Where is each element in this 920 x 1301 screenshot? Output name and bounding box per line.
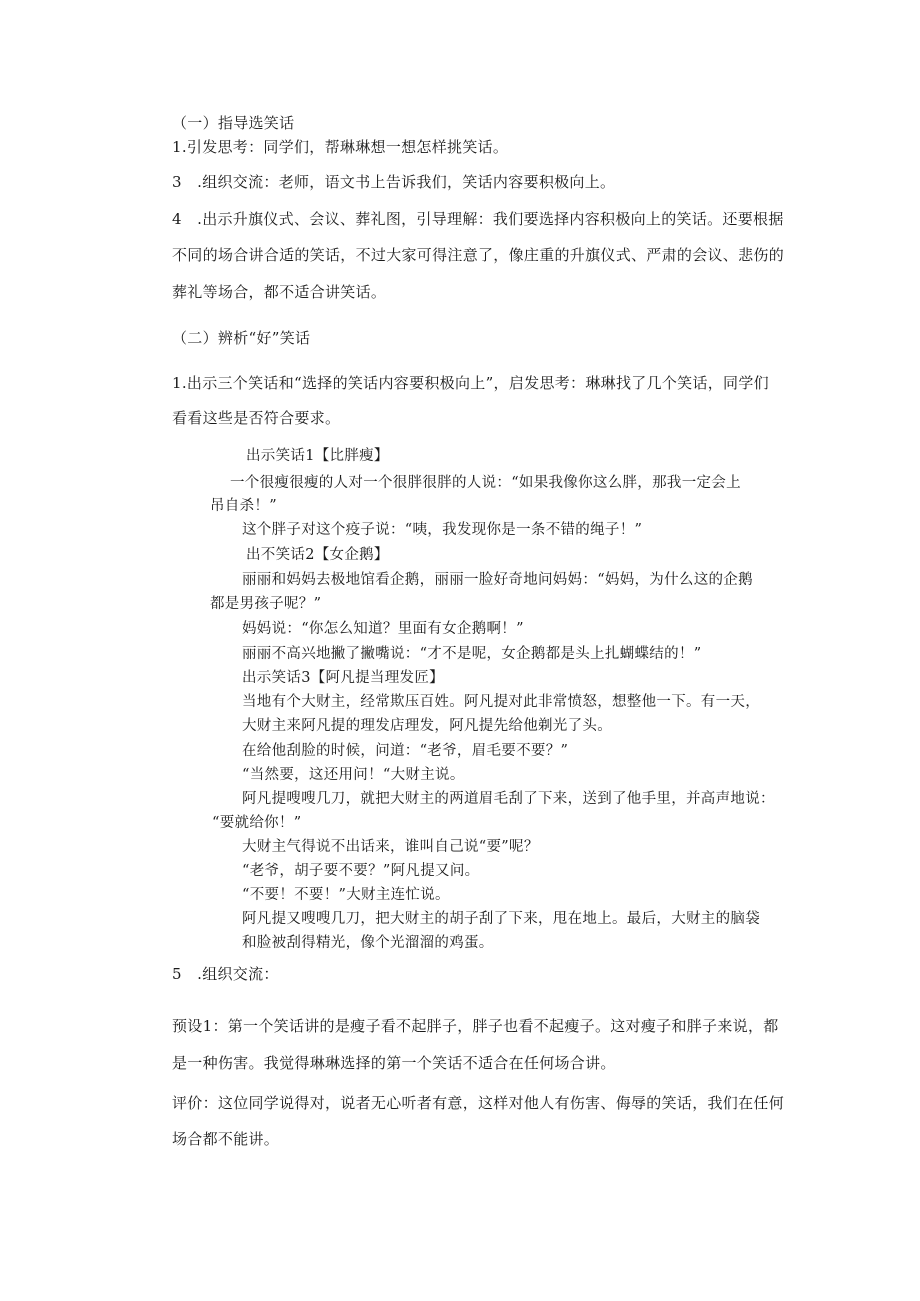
joke2-line1: 丽丽和妈妈去极地馆看企鹅，丽丽一脸好奇地问妈妈：“妈妈，为什么这的企鹅 (242, 572, 753, 588)
evaluation-line1: 评价：这位同学说得对，说者无心听者有意，这样对他人有伤害、侮辱的笑话，我们在任何 (172, 1094, 785, 1112)
joke3-line3: 在给他刮脸的时候，问道：“老爷，眉毛要不要？” (242, 743, 569, 759)
preset1-line2: 是一种伤害。我觉得琳琳选择的第一个笑话不适合在任何场合讲。 (172, 1054, 616, 1072)
section2-item1-line1: 1.出示三个笑话和“选择的笑话内容要积极向上”，启发思考：琳琳找了几个笑话，同学们 (172, 374, 769, 392)
section1-item3: 3 .组织交流：老师，语文书上告诉我们，笑话内容要积极向上。 (172, 173, 616, 191)
joke3-line10: 阿凡提又嗖嗖几刀，把大财主的胡子刮了下来，甩在地上。最后，大财主的脑袋 (242, 911, 760, 927)
preset1-line1: 预设1：第一个笑话讲的是瘦子看不起胖子，胖子也看不起瘦子。这对瘦子和胖子来说，都 (172, 1017, 779, 1035)
joke1-line3: 这个胖子对这个疫子说：“咦，我发现你是一条不错的绳子！” (242, 522, 643, 538)
joke3-line1: 当地有个大财主，经常欺压百姓。阿凡提对此非常愤怒，想整他一下。有一天， (242, 694, 760, 710)
joke3-line2: 大财主来阿凡提的理发店理发，阿凡提先给他剃光了头。 (242, 718, 612, 734)
joke3-line7: 大财主气得说不出话来，谁叫自己说“要”呢？ (242, 839, 539, 855)
joke3-line6: “要就给你！” (212, 815, 302, 831)
joke3-line4: “当然要，这还用问！“大财主说。 (242, 767, 465, 783)
section1-item1: 1.引发思考：同学们，帮琳琳想一想怎样挑笑话。 (172, 138, 509, 156)
joke2-line2: 都是男孩子呢？” (210, 596, 322, 612)
section1-item4-line3: 葬礼等场合，都不适合讲笑话。 (172, 283, 387, 301)
joke3-line11: 和脸被刮得精光，像个光溜溜的鸡蛋。 (242, 935, 494, 951)
joke2-line3: 妈妈说：“你怎么知道？里面有女企鹅啊！” (242, 621, 524, 637)
joke3-line9: “不要！不要！”大财主连忙说。 (242, 887, 450, 903)
joke1-title: 出示笑话1【比胖瘦】 (246, 448, 389, 464)
joke1-line2: 吊自杀！” (210, 498, 277, 514)
section1-item4-line2: 不同的场合讲合适的笑话，不过大家可得注意了，像庄重的升旗仪式、严肃的会议、悲伤的 (172, 246, 785, 264)
joke3-line5: 阿凡提嗖嗖几刀，就把大财主的两道眉毛刮了下来，送到了他手里，并高声地说： (242, 791, 775, 807)
section1-item4-line1: 4 .出示升旗仪式、会议、葬礼图，引导理解：我们要选择内容积极向上的笑话。还要根据 (172, 210, 784, 228)
section5-heading: 5 .组织交流： (172, 965, 279, 983)
section2-item1-line2: 看看这些是否符合要求。 (172, 409, 341, 427)
evaluation-line2: 场合都不能讲。 (172, 1130, 280, 1148)
joke3-title: 出示笑话3【阿凡提当理发匠】 (242, 670, 444, 686)
section1-heading: （一）指导选笑话 (172, 114, 295, 132)
joke2-line4: 丽丽不高兴地撇了撇嘴说：“才不是呢，女企鹅都是头上扎蝴蝶结的！” (242, 646, 702, 662)
section2-heading: （二）辨析“好”笑话 (172, 329, 311, 347)
joke1-line1: 一个很瘦很瘦的人对一个很胖很胖的人说：“如果我像你这么胖，那我一定会上 (230, 475, 741, 491)
joke2-title: 出不笑话2【女企鹅】 (246, 547, 389, 563)
joke3-line8: “老爷，胡子要不要？”阿凡提又问。 (242, 863, 480, 879)
